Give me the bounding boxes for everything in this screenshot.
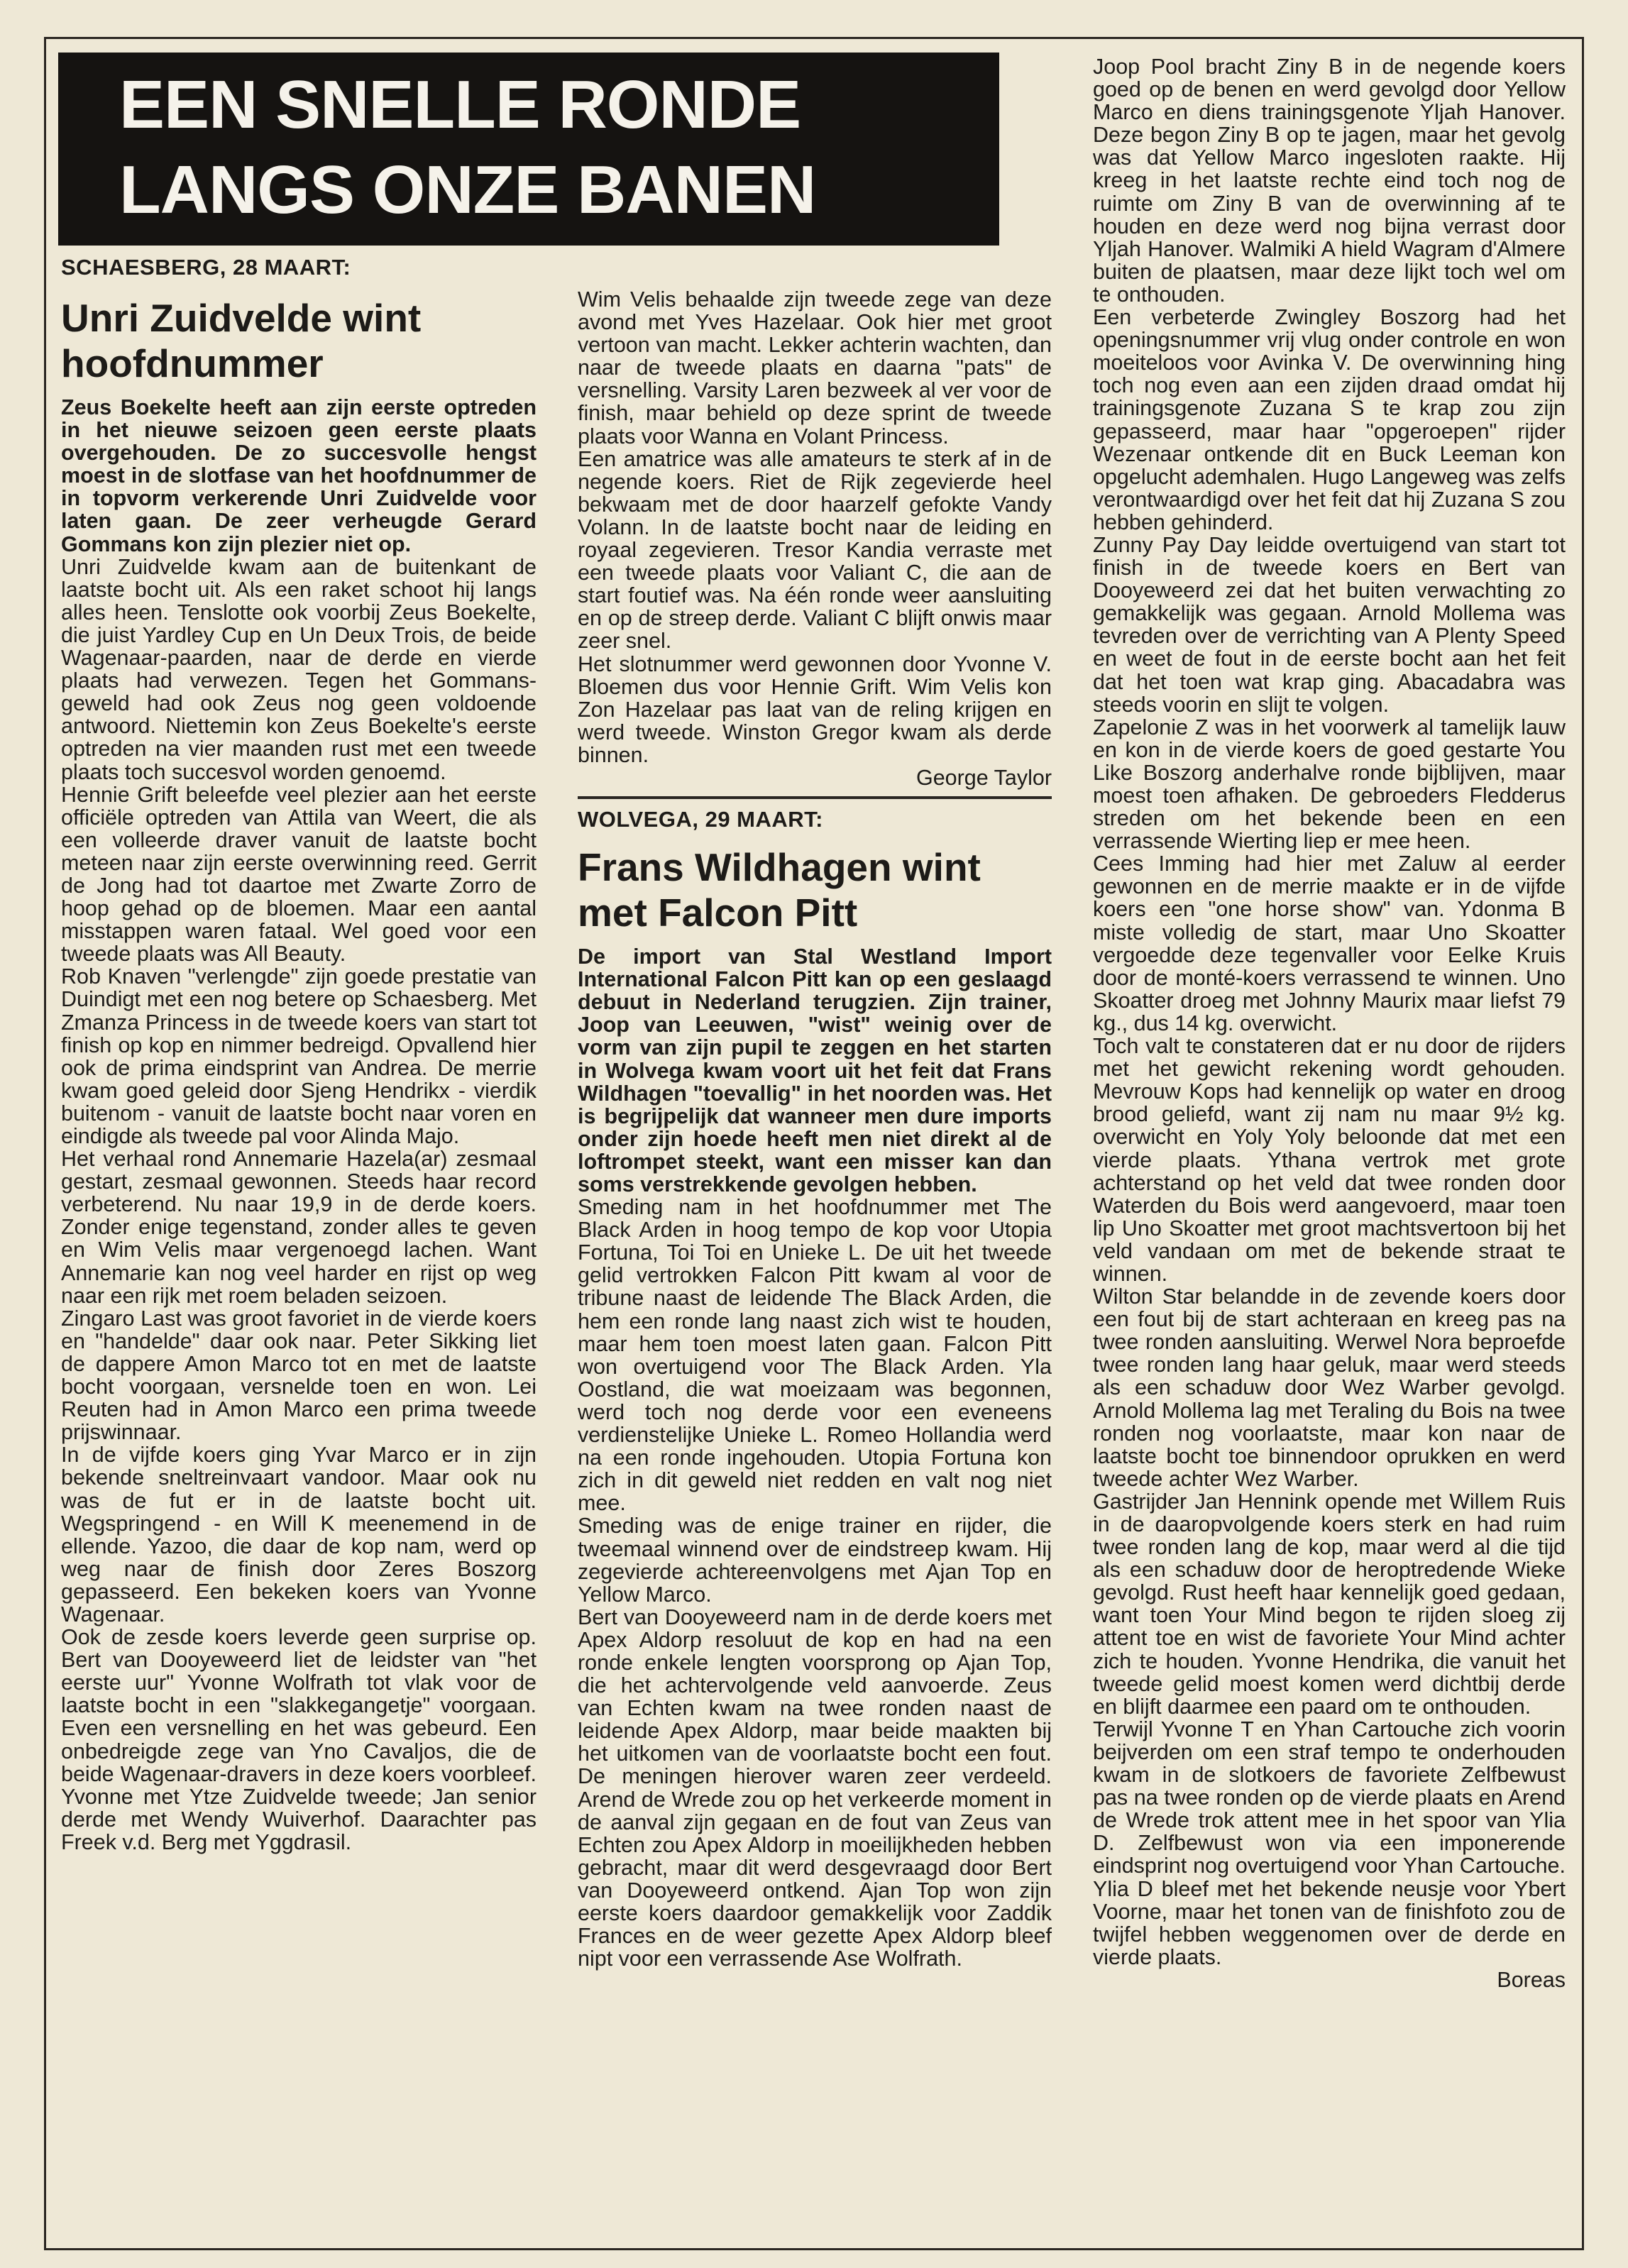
- article2-paragraph: Bert van Dooyeweerd nam in de derde koers met Apex Aldorp resoluut de kop en had na een ronde enkele lengten voorsprong op Ajan Top, die het achtervolgende veld aanvoerde. Zeus van Echten kwam na twee ronden naast de leidende Apex Aldorp, maar beide maakten bij het uitkomen van de voorlaatste bocht een fout. De meningen hierover waren zeer verdeeld. Arend de Wrede zou op het verkeerde moment in de aanval zijn gegaan en de fout van Zeus van Echten zou Apex Aldorp in moeilijkheden hebben gebracht, maar dit werd desgevraagd door Bert van Dooyeweerd ontkend. Ajan Top won zijn eerste koers daardoor gemakkelijk voor Zaddik Frances en de weer gezette Apex Aldorp bleef nipt voor een verrassende Ase Wolfrath.: [578, 1604, 1052, 1971]
- article2-paragraph: Wilton Star belandde in de zevende koers door een fout bij de start achteraan en kreeg pas na twee ronden aansluiting. Werwel Nora beproefde twee ronden lang haar geluk, maar werd steeds als een schaduw door Wez Warber gevolgd. Arnold Mollema lag met Teraling du Bois na twee ronden nog voorlaatste, maar kon naar de laatste bocht toe binnendoor oprukken en werd tweede achter Wez Warber.: [1093, 1284, 1566, 1491]
- article2-paragraph: Een verbeterde Zwingley Boszorg had het openingsnummer vrij vlug onder controle en won moeiteloos voor Avinka V. De overwinning hing toch nog even aan een zijden draad omdat hij trainingsgenote Zuzana S te krap zou zijn gepasseerd, maar haar "opgeroepen" rijder Wezenaar ontkende dit en Buck Leeman kon opgelucht ademhalen. Hugo Langeweg was zelfs verontwaardigd over het feit dat hij Zuzana S zou hebben gehinderd.: [1093, 305, 1566, 534]
- article2-paragraph: Cees Imming had hier met Zaluw al eerder gewonnen en de merrie maakte er in de vijfde koers een "one horse show" van. Ydonma B miste volledig de start, maar Uno Skoatter vergoedde deze tegenvaller voor Eelke Kruis door de monté-koers verrassend te winnen. Uno Skoatter droeg met Johnny Maurix maar liefst 79 kg., dus 14 kg. overwicht.: [1093, 852, 1566, 1035]
- article2-paragraph: Smeding nam in het hoofdnummer met The Black Arden in hoog tempo de kop voor Utopia Fortuna, Toi Toi en Unieke L. De uit het tweede gelid vertrokken Falcon Pitt kwam al voor de tribune naast de leidende The Black Arden, die hem een ronde lang naast zich wist te houden, maar hem toen moest laten gaan. Falcon Pitt won overtuigend voor The Black Arden. Yla Oostland, die wat moeizaam was begonnen, werd toch nog derde voor een eveneens verdienstelijke Unieke L. Romeo Hollandia werd na een ronde ingehouden. Utopia Fortuna kon zich in dit geweld niet redden en valt nog niet mee.: [578, 1195, 1052, 1516]
- section-divider: [578, 796, 1052, 799]
- article1-paragraph: Hennie Grift beleefde veel plezier aan het eerste officiële optreden van Attila van Weert, die als een volleerde draver vanuit de laatste bocht meteen naar zijn eerste overwinning reed. Gerrit de Jong had tot daartoe met Zwarte Zorro de hoop gehad op de bloemen. Maar een aantal misstappen waren fataal. Wel goed voor een tweede plaats was All Beauty.: [61, 782, 537, 967]
- dateline-wolvega: WOLVEGA, 29 MAART:: [578, 807, 823, 832]
- page-border-top: [44, 37, 1584, 39]
- dateline-schaesberg: SCHAESBERG, 28 MAART:: [61, 255, 351, 280]
- article1-paragraph: Ook de zesde koers leverde geen surprise op. Bert van Dooyeweerd liet de leidster van "het eerste uur" Yvonne Wolfrath tot vlak voor de laatste bocht in een "slakkegangetje" voorgaan. Even een versnelling en het was gebeurd. Een onbedreigde zege van Yno Cavaljos, die de beide Wagenaar-dravers in deze koers voorbleef. Yvonne met Ytze Zuidvelde tweede; Jan senior derde met Wendy Wuiverhof. Daarachter pas Freek v.d. Berg met Yggdrasil.: [61, 1625, 537, 1854]
- article1-paragraph: Unri Zuidvelde kwam aan de buitenkant de laatste bocht uit. Als een raket schoot hij langs alles heen. Tenslotte ook voorbij Zeus Boekelte, die juist Yardley Cup en Un Deux Trois, de beide Wagenaar-paarden, naar de derde en vierde plaats had verwezen. Tegen het Gommans-geweld had ook Zeus nog geen voldoende antwoord. Niettemin kon Zeus Boekelte's eerste optreden na vier maanden rust met een tweede plaats toch succesvol worden genoemd.: [61, 554, 537, 784]
- article2-paragraph: Gastrijder Jan Hennink opende met Willem Ruis in de daaropvolgende koers sterk en had ruim twee ronden lang de kop, maar werd al die tijd als een schaduw door de heroptredende Wieke gevolgd. Rust heeft haar kennelijk goed gedaan, want toen Your Mind begon te rijden sloeg zij attent toe en wist de favoriete Your Mind achter zich te houden. Yvonne Hendrika, die vanuit het tweede gelid moest komen werd dichtbij derde en blijft daarmee een paard om te onthouden.: [1093, 1489, 1566, 1719]
- article1-paragraph: Een amatrice was alle amateurs te sterk af in de negende koers. Riet de Rijk zegevierde heel bekwaam met de door haarzelf gefokte Vandy Volann. In de laatste bocht naar de leiding en royaal zegevieren. Tresor Kandia verraste met een tweede plaats voor Valiant C, die aan de start foutief was. Na één ronde weer aansluiting en op de streep derde. Valiant C blijft onwis maar zeer snel.: [578, 446, 1052, 654]
- article2-paragraph: Zapelonie Z was in het voorwerk al tamelijk lauw en kon in de vierde koers de goed gestarte You Like Boszorg anderhalve ronde bijblijven, maar moest toen afhaken. De gebroeders Fledderus streden om het bekende been en een verrassende Wierting liep er mee heen.: [1093, 715, 1566, 854]
- page-border-left: [44, 37, 46, 2250]
- article1-paragraph: Het slotnummer werd gewonnen door Yvonne V. Bloemen dus voor Hennie Grift. Wim Velis kon Zon Hazelaar pas laat van de reling krijgen en werd tweede. Winston Gregor kwam als derde binnen.: [578, 651, 1052, 767]
- column-3: [1093, 55, 1566, 1991]
- article1-author: George Taylor: [915, 765, 1052, 790]
- article1-paragraph: Zingaro Last was groot favoriet in de vierde koers en "handelde" daar ook naar. Peter Sikking liet de dappere Amon Marco tot en met de laatste bocht voorgaan, versnelde toen en won. Lei Reuten had in Amon Marco een prima tweede prijswinnaar.: [61, 1306, 537, 1445]
- page-border-bottom: [44, 2248, 1584, 2250]
- article2-author: Boreas: [1497, 1967, 1566, 1992]
- headline-line-1: EEN SNELLE RONDE: [119, 67, 801, 143]
- headline-line-2: LANGS ONZE BANEN: [119, 152, 816, 228]
- article1-paragraph: Rob Knaven "verlengde" zijn goede prestatie van Duindigt met een nog betere op Schaesberg. Met Zmanza Princess in de tweede koers van start tot finish op kop en nimmer bedreigd. Opvallend hier ook de prima eindsprint van Andrea. De merrie kwam goed geleid door Sjeng Hendrikx - vierdik buitenom - vanuit de laatste bocht naar voren en eindigde als tweede pal voor Alinda Majo.: [61, 964, 537, 1148]
- article1-paragraph: Het verhaal rond Annemarie Hazela(ar) zesmaal gestart, zesmaal gewonnen. Steeds haar record verbeterend. Nu naar 19,9 in de derde koers. Zonder enige tegenstand, zonder alles te geven en Wim Velis maar vergenoegd lachen. Want Annemarie kan nog veel harder en rijst op weg naar een rijk met roem beladen seizoen.: [61, 1147, 537, 1308]
- article1-paragraph: In de vijfde koers ging Yvar Marco er in zijn bekende sneltreinvaart vandoor. Maar ook nu was de fut er in de laatste bocht uit. Wegspringend - en Will K meenemend in de ellende. Yazoo, die daar de kop nam, werd op weg naar de finish door Zeres Boszorg gepasseerd. Een bekeken koers van Yvonne Wagenaar.: [61, 1443, 537, 1626]
- article2-paragraph: Terwijl Yvonne T en Yhan Cartouche zich voorin beijverden om een straf tempo te onderhouden kwam in de slotkoers de favoriete Zelfbewust pas na twee ronden op de vierde plaats en Arend de Wrede trok attent mee in het spoor van Ylia D. Zelfbewust won via een imponerende eindsprint nog overtuigend voor Yhan Cartouche. Ylia D bleef met het bekende neusje voor Ybert Voorne, maar het tonen van de finishfoto zou de twijfel hebben weggenomen over de derde en vierde plaats.: [1093, 1717, 1566, 1969]
- column-2: [578, 70, 1052, 1970]
- article2-title: Frans Wildhagen wint met Falcon Pitt: [578, 845, 981, 935]
- article2-paragraph: Zunny Pay Day leidde overtuigend van start tot finish in de tweede koers en Bert van Dooyeweerd zei dat het buiten verwachting zo gemakkelijk was gegaan. Arnold Mollema was tevreden over de verrichting van A Plenty Speed en weet de fout in de eerste bocht aan het feit dat het toen wat krap ging. Abacadabra was steeds voorin en slijt te volgen.: [1093, 532, 1566, 717]
- article2-lead: De import van Stal Westland Import International Falcon Pitt kan op een geslaagd debuut in Nederland terugzien. Zijn trainer, Joop van Leeuwen, "wist" weinig over de vorm van zijn pupil te zeggen en het starten in Wolvega kwam voort uit het feit dat Frans Wildhagen "toevallig" in het noorden was. Het is begrijpelijk dat wanneer men dure imports onder zijn hoede heeft men niet direkt al de loftrompet steekt, want een misser kan dan soms verstrekkende gevolgen hebben.: [578, 945, 1052, 1196]
- article2-paragraph: Joop Pool bracht Ziny B in de negende koers goed op de benen en werd gevolgd door Yellow Marco en diens trainingsgenote Yljah Hanover. Deze begon Ziny B op te jagen, maar het gevolg was dat Yellow Marco ingesloten raakte. Hij kreeg in het laatste rechte eind toch nog de ruimte om Ziny B van de overwinning af te houden en deze werd nog bijna verrast door Yljah Hanover. Walmiki A hield Wagram d'Almere buiten de plaatsen, maar deze lijkt toch wel om te onthouden.: [1093, 55, 1566, 307]
- column-1: [61, 255, 537, 1854]
- article1-title: Unri Zuidvelde wint hoofdnummer: [61, 296, 422, 385]
- article1-lead: Zeus Boekelte heeft aan zijn eerste optreden in het nieuwe seizoen geen eerste plaats overgehouden. De zo succesvolle hengst moest in de slotfase van het hoofdnummer de in topvorm verkerende Unri Zuidvelde voor laten gaan. De zeer verheugde Gerard Gommans kon zijn plezier niet op.: [61, 395, 537, 556]
- page-border-right: [1582, 37, 1584, 2250]
- article2-paragraph: Smeding was de enige trainer en rijder, die tweemaal winnend over de eindstreep kwam. Hij zegevierde achtereenvolgens met Ajan Top en Yellow Marco.: [578, 1514, 1052, 1607]
- article1-paragraph: Wim Velis behaalde zijn tweede zege van deze avond met Yves Hazelaar. Ook hier met groot vertoon van macht. Lekker achterin wachten, dan naar de tweede plaats en daarna "pats" de versnelling. Varsity Laren bezweek al ver voor de finish, maar behield op deze sprint de tweede plaats voor Wanna en Volant Princess.: [578, 287, 1052, 448]
- article2-paragraph: Toch valt te constateren dat er nu door de rijders met het gewicht rekening wordt gehouden. Mevrouw Kops had kennelijk op water en droog brood geliefd, want zij nam nu maar 9½ kg. overwicht en Yoly Yoly beloonde dat met een vierde plaats. Ythana vertrok met grote achterstand op het veld dat twee ronden door Waterden du Bois werd aangevoerd, maar toen lip Uno Skoatter met groot machtsvertoon bij het veld vandaan om met de bekende straat te winnen.: [1093, 1034, 1566, 1286]
